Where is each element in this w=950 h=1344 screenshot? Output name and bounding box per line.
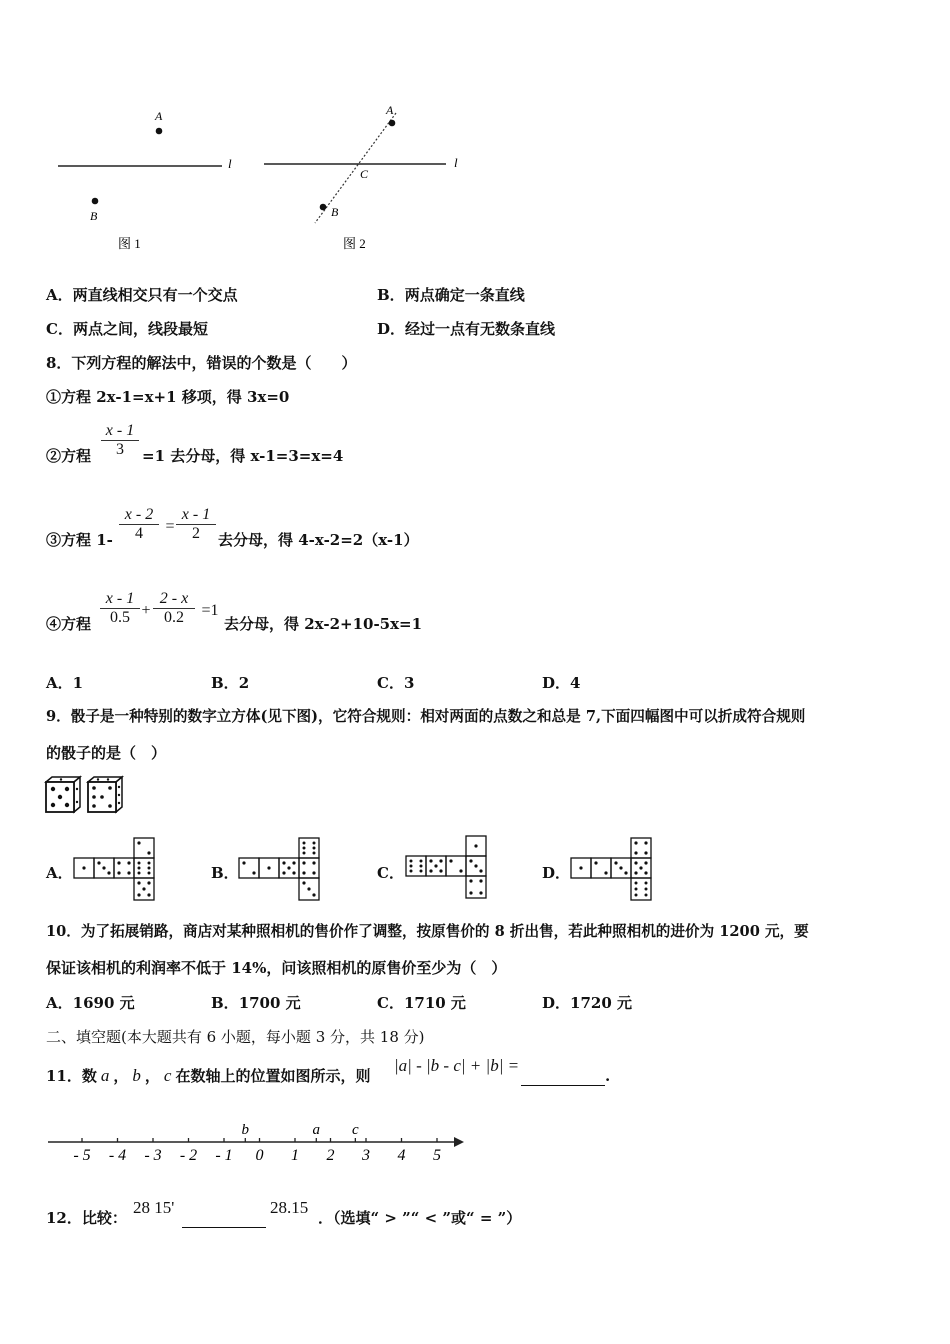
tick-label: - 4: [108, 1147, 127, 1164]
label-l: l: [454, 155, 458, 170]
q10-option-a[interactable]: A．1690 元: [46, 994, 135, 1012]
q9-net-b[interactable]: [237, 835, 327, 903]
figure-1: [58, 109, 232, 251]
q8-option-c[interactable]: C．3: [377, 674, 415, 692]
q11-expression: |a| - |b - c| + |b| =: [394, 1056, 520, 1075]
label-b: B: [331, 205, 339, 219]
point-a: [156, 128, 163, 135]
tick-label: - 1: [215, 1147, 233, 1164]
q9-net-c[interactable]: [404, 833, 494, 903]
q8-item1: ①方程 2x-1=x+1 移项，得 3x=0: [46, 388, 290, 406]
label-a: A: [386, 103, 394, 117]
tick-label: 2: [326, 1147, 335, 1164]
label-b: B: [90, 209, 98, 223]
q8-item4-prefix: ④方程: [46, 615, 92, 633]
number-line: [44, 1118, 474, 1166]
q8-item4-equals: =1: [201, 602, 219, 619]
q9-option-d-label[interactable]: D．: [542, 864, 571, 882]
q12-answer-blank[interactable]: [182, 1208, 266, 1228]
q9-net-d[interactable]: [569, 835, 659, 903]
label-c: C: [360, 167, 369, 181]
q8-item4-plus: +: [141, 602, 151, 619]
q7-option-b[interactable]: B．两点确定一条直线: [377, 286, 525, 304]
label-l: l: [228, 156, 232, 171]
tick-label: 4: [397, 1147, 406, 1164]
q8-item3-suffix: 去分母，得 4-x-2=2（x-1）: [218, 531, 419, 549]
q8-item3-prefix: ③方程 1-: [46, 531, 113, 549]
q9-stem-line1: 9．骰子是一种特别的数字立方体(见下图)，它符合规则：相对两面的点数之和总是 7,下面四幅图中可以折成符合规则: [46, 708, 806, 725]
q11-stem: 11．数 a ， b ， c 在数轴上的位置如图所示，则: [46, 1066, 371, 1085]
q10-stem-line1: 10．为了拓展销路，商店对某种照相机的售价作了调整，按原售价的 8 折出售，若此种照相机的进价为 1200 元，要: [46, 923, 809, 940]
q8-item4-fraction1: $\frac{x - 1}{0.5}$: [100, 590, 140, 627]
point-c-label: c: [352, 1122, 359, 1138]
q11-answer-blank[interactable]: .: [521, 1066, 610, 1086]
dice-pictures: [44, 775, 126, 815]
q10-option-b[interactable]: B．1700 元: [211, 994, 301, 1012]
q12-right-value: 28.15: [270, 1198, 309, 1217]
die-1: [46, 777, 80, 812]
q12-prefix: 12．比较：: [46, 1209, 127, 1227]
point-b: [92, 198, 99, 205]
q8-item2-suffix: =1 去分母，得 x-1=3=x=4: [142, 447, 344, 465]
point-b: [320, 204, 327, 211]
q9-option-a-label[interactable]: A．: [46, 864, 73, 882]
q8-item4-fraction2: $\frac{2 - x}{0.2}$: [153, 590, 195, 627]
point-b-label: b: [241, 1122, 250, 1138]
q8-item3-equals: =: [165, 518, 175, 535]
point-a: [389, 120, 396, 127]
tick-label: 3: [362, 1147, 370, 1164]
q7-option-a[interactable]: A．两直线相交只有一个交点: [46, 286, 238, 304]
q9-option-c-label[interactable]: C．: [377, 864, 404, 882]
tick-label: - 3: [144, 1147, 162, 1164]
q8-option-b[interactable]: B．2: [211, 674, 250, 692]
figure-2: [264, 103, 458, 251]
tick-label: - 2: [179, 1147, 198, 1164]
caption-fig2: 图 2: [343, 236, 366, 251]
line-point-figures: [40, 95, 480, 260]
q7-option-c[interactable]: C．两点之间，线段最短: [46, 320, 208, 338]
q8-item4-suffix: 去分母，得 2x-2+10-5x=1: [224, 615, 423, 633]
tick-label: 0: [255, 1147, 264, 1164]
q8-item2-prefix: ②方程: [46, 447, 92, 465]
q10-option-d[interactable]: D．1720 元: [542, 994, 632, 1012]
tick-label: 5: [433, 1147, 441, 1164]
q8-item2-fraction: $\frac{x - 1}{3}$: [101, 422, 139, 459]
die-2: [88, 777, 122, 812]
label-a: A: [155, 109, 163, 123]
q12-left-value: 28 15': [133, 1198, 175, 1217]
tick-label: - 5: [73, 1147, 91, 1164]
q9-net-a[interactable]: [72, 835, 162, 903]
point-a-label: a: [312, 1122, 321, 1138]
q10-stem-line2: 保证该相机的利润率不低于 14%，问该照相机的原售价至少为（ ）: [46, 959, 507, 977]
q7-option-d[interactable]: D．经过一点有无数条直线: [377, 320, 556, 338]
q8-option-a[interactable]: A．1: [46, 674, 84, 692]
q8-item3-fraction2: $\frac{x - 1}{2}$: [176, 506, 216, 543]
q12-suffix: ．（选填“ > ”“ < ”或“ = ”）: [318, 1209, 522, 1227]
q10-option-c[interactable]: C．1710 元: [377, 994, 466, 1012]
q8-item3-fraction1: $\frac{x - 2}{4}$: [119, 506, 159, 543]
tick-label: 1: [291, 1147, 299, 1164]
q9-option-b-label[interactable]: B．: [211, 864, 239, 882]
q9-stem-line2: 的骰子的是（ ）: [46, 744, 167, 762]
q8-stem: 8．下列方程的解法中，错误的个数是（ ）: [46, 354, 357, 372]
caption-fig1: 图 1: [118, 236, 141, 251]
q8-option-d[interactable]: D．4: [542, 674, 581, 692]
section-title: 二、填空题(本大题共有 6 小题，每小题 3 分，共 18 分): [46, 1028, 425, 1046]
